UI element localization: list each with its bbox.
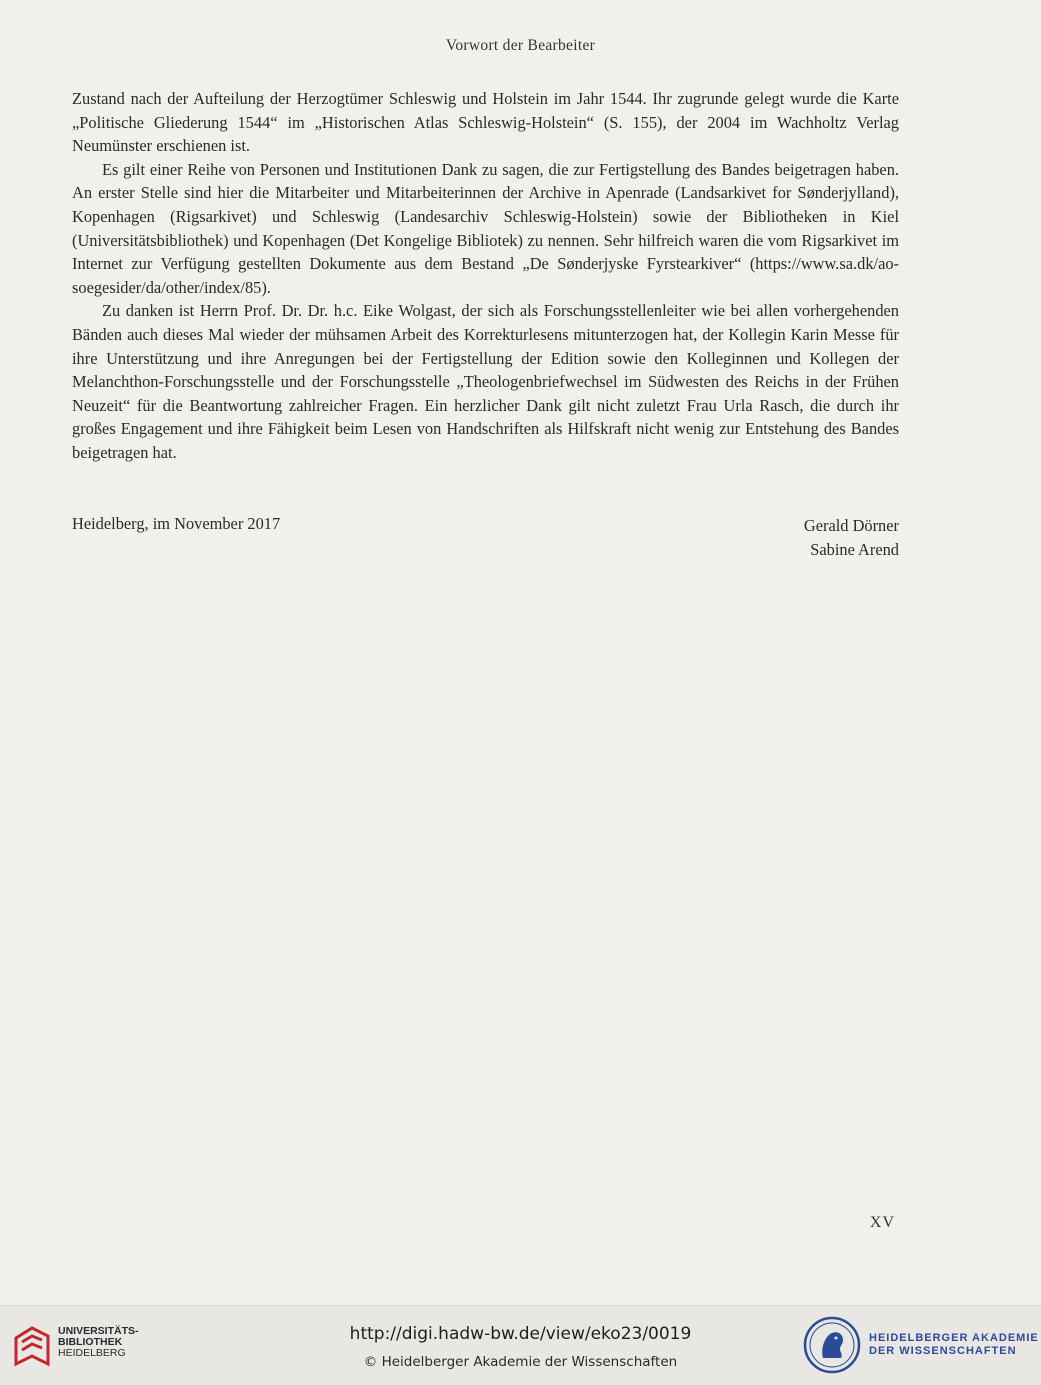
- hadw-line-2: DER WISSENSCHAFTEN: [869, 1345, 1017, 1357]
- hadw-line-1: HEIDELBERGER AKADEMIE: [869, 1332, 1039, 1344]
- signatures: [804, 514, 899, 561]
- place-date: Heidelberg, im November 2017: [72, 514, 281, 533]
- copyright-notice: © Heidelberger Akademie der Wissenschaften: [363, 1354, 678, 1370]
- body-text: [72, 87, 899, 465]
- permalink-url[interactable]: http://digi.hadw-bw.de/view/eko23/0019: [349, 1324, 692, 1344]
- paragraph-3: Zu danken ist Herrn Prof. Dr. Dr. h.c. Eike Wolgast, der sich als Forschungsstellenleiter wie bei allen vorhergehenden Bänden auch dieses Mal wieder der mühsamen Arbeit des Korrekturlesens mitunterzogen hat, der Kollegin Karin Messe für ihre Unterstützung und ihre Anregungen bei der Fertigstellung der Edition sowie den Kolleginnen und Kollegen der Melanchthon-Forschungsstelle und der Forschungsstelle „Theologenbriefwechsel im Südwesten des Reichs in der Frühen Neuzeit“ für die Beantwortung zahlreicher Fragen. Ein herzlicher Dank gilt nicht zuletzt Frau Urla Rasch, die durch ihr großes Engagement und ihre Fähigkeit beim Lesen von Handschriften als Hilfskraft nicht wenig zur Entstehung des Bandes beigetragen hat.: [72, 301, 899, 462]
- page-number: XV: [869, 1214, 895, 1231]
- academy-seal-icon[interactable]: [803, 1316, 861, 1374]
- paragraph-1: Zustand nach der Aufteilung der Herzogtümer Schleswig und Holstein im Jahr 1544. Ihr zugrunde gelegt wurde die Karte „Politische Gliederung 1544“ im „Historischen Atlas Schleswig-Holstein“ (S. 155), der 2004 im Wachholtz Verlag Neumünster erschienen ist.: [72, 89, 899, 156]
- paragraph-2: Es gilt einer Reihe von Personen und Institutionen Dank zu sagen, die zur Fertigstellung des Bandes beigetragen haben. An erster Stelle sind hier die Mitarbeiter und Mitarbeiterinnen der Archive in Apenrade (Landsarkivet for Sønderjylland), Kopenhagen (Rigsarkivet) und Schleswig (Landesarchiv Schleswig-Holstein) sowie der Bibliotheken in Kiel (Universitätsbibliothek) und Kopenhagen (Det Kongelige Bibliotek) zu nennen. Sehr hilfreich waren die vom Rigsarkivet im Internet zur Verfügung gestellten Dokumente aus dem Bestand „De Sønderjyske Fyrstearkiver“ (https://www.sa.dk/ao-soegesider/da/other/index/85).: [72, 159, 899, 297]
- academy-name: [869, 1332, 1039, 1358]
- footer-bar: [0, 1305, 1041, 1385]
- ub-line-3: HEIDELBERG: [58, 1347, 126, 1359]
- running-head: Vorwort der Bearbeiter: [445, 37, 596, 54]
- ub-line-1: UNIVERSITÄTS-: [58, 1325, 139, 1337]
- ub-line-2: BIBLIOTHEK: [58, 1336, 123, 1348]
- signature-1: Gerald Dörner: [803, 516, 899, 535]
- signature-2: Sabine Arend: [810, 539, 899, 559]
